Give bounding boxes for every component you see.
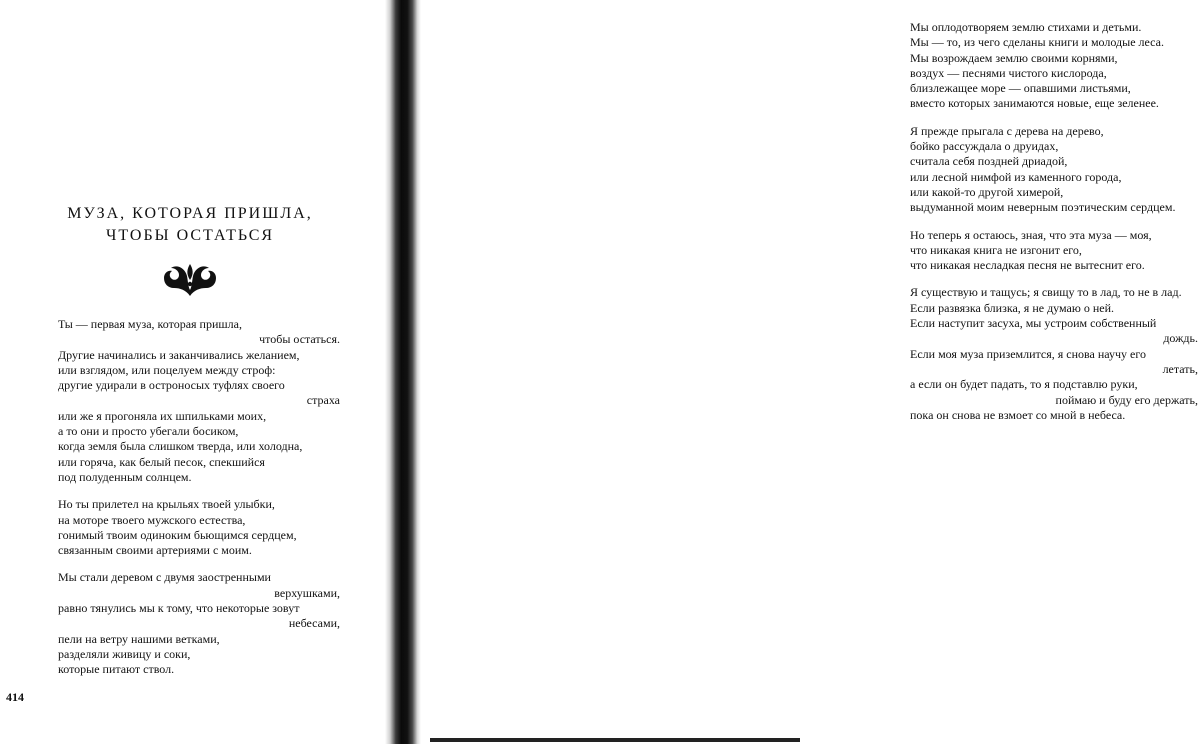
- title-line-1: МУЗА, КОТОРАЯ ПРИШЛА,: [67, 205, 313, 222]
- poem-line: или какой-то другой химерой,: [910, 184, 1064, 199]
- poem-line: вместо которых занимаются новые, еще зеленее.: [910, 96, 1159, 111]
- poem-line: Другие начинались и заканчивались желанием,: [58, 347, 300, 362]
- stanza: [910, 124, 1198, 216]
- poem-line: или лесной нимфой из каменного города,: [910, 169, 1122, 184]
- poem-line: связанным своими артериями с моим.: [58, 543, 252, 558]
- poem-line: что никакая несладкая песня не вытеснит его.: [910, 258, 1145, 273]
- stanza: [910, 285, 1198, 423]
- ornament-icon: [160, 262, 220, 298]
- poem-line: или же я прогоняла их шпильками моих,: [58, 408, 267, 423]
- poem-line: Я прежде прыгала с дерева на дерево,: [910, 123, 1104, 138]
- poem-line: выдуманной моим неверным поэтическим сердцем.: [910, 200, 1176, 215]
- stanza: [58, 497, 340, 558]
- left-page: [0, 0, 388, 744]
- poem-line: близлежащее море — опавшими листьями,: [910, 81, 1131, 96]
- poem-line: Но ты прилетел на крыльях твоей улыбки,: [58, 497, 275, 512]
- poem-line: страха: [306, 393, 340, 408]
- poem-line: пока он снова не взмоет со мной в небеса.: [910, 407, 1126, 422]
- poem-line: Мы возрождаем землю своими корнями,: [910, 50, 1118, 65]
- poem-line: воздух — песнями чистого кислорода,: [910, 65, 1107, 80]
- poem-line: когда земля была слишком тверда, или холодна,: [58, 439, 303, 454]
- poem-line: на моторе твоего мужского естества,: [58, 512, 246, 527]
- stanza: [58, 570, 340, 677]
- poem-line: которые питают ствол.: [58, 662, 175, 677]
- poem-line: Но теперь я остаюсь, зная, что эта муза — моя,: [910, 227, 1152, 242]
- poem-line: летать,: [1162, 361, 1198, 376]
- page-number: 414: [6, 690, 24, 704]
- poem-line: Если наступит засуха, мы устроим собственный: [910, 316, 1157, 331]
- poem-line: Ты — первая муза, которая пришла,: [58, 317, 242, 331]
- right-poem: [910, 20, 1198, 435]
- poem-line: Я существую и тащусь; я свищу то в лад, то не в лад.: [910, 285, 1182, 300]
- poem-line: разделяли живицу и соки,: [58, 646, 191, 661]
- poem-line: пели на ветру нашими ветками,: [58, 631, 220, 646]
- left-poem: [58, 317, 340, 690]
- poem-line: считала себя поздней дриадой,: [910, 154, 1068, 169]
- poem-line: или взглядом, или поцелуем между строф:: [58, 362, 276, 377]
- poem-line: чтобы остаться.: [259, 332, 340, 347]
- poem-line: что никакая книга не изгонит его,: [910, 242, 1082, 257]
- poem-line: Мы стали деревом с двумя заостренными: [58, 570, 271, 585]
- stanza: [910, 20, 1198, 112]
- book-gutter: [385, 0, 421, 744]
- stanza: [58, 317, 340, 485]
- poem-line: или горяча, как белый песок, спекшийся: [58, 454, 265, 469]
- poem-line: Если развязка близка, я не думаю о ней.: [910, 300, 1114, 315]
- poem-line: под полуденным солнцем.: [58, 469, 192, 484]
- poem-line: бойко рассуждала о друидах,: [910, 139, 1059, 154]
- stanza: [910, 228, 1198, 274]
- poem-line: дождь.: [1163, 331, 1198, 346]
- poem-title: [40, 203, 340, 247]
- right-page: [418, 0, 1198, 744]
- poem-line: верхушками,: [274, 585, 340, 600]
- poem-line: Мы оплодотворяем землю стихами и детьми.: [910, 20, 1142, 34]
- page-edge-line: [430, 738, 800, 742]
- poem-line: поймаю и буду его держать,: [1055, 392, 1198, 407]
- poem-line: равно тянулись мы к тому, что некоторые зовут: [58, 601, 300, 616]
- poem-line: другие удирали в остроносых туфлях своего: [58, 378, 285, 393]
- poem-line: Если моя муза приземлится, я снова научу его: [910, 346, 1146, 361]
- poem-line: гонимый твоим одиноким бьющимся сердцем,: [58, 527, 297, 542]
- poem-line: Мы — то, из чего сделаны книги и молодые леса.: [910, 35, 1164, 50]
- poem-line: а то они и просто убегали босиком,: [58, 424, 239, 439]
- poem-line: а если он будет падать, то я подставлю руки,: [910, 377, 1138, 392]
- title-line-2: ЧТОБЫ ОСТАТЬСЯ: [105, 227, 275, 244]
- poem-line: небесами,: [288, 616, 340, 631]
